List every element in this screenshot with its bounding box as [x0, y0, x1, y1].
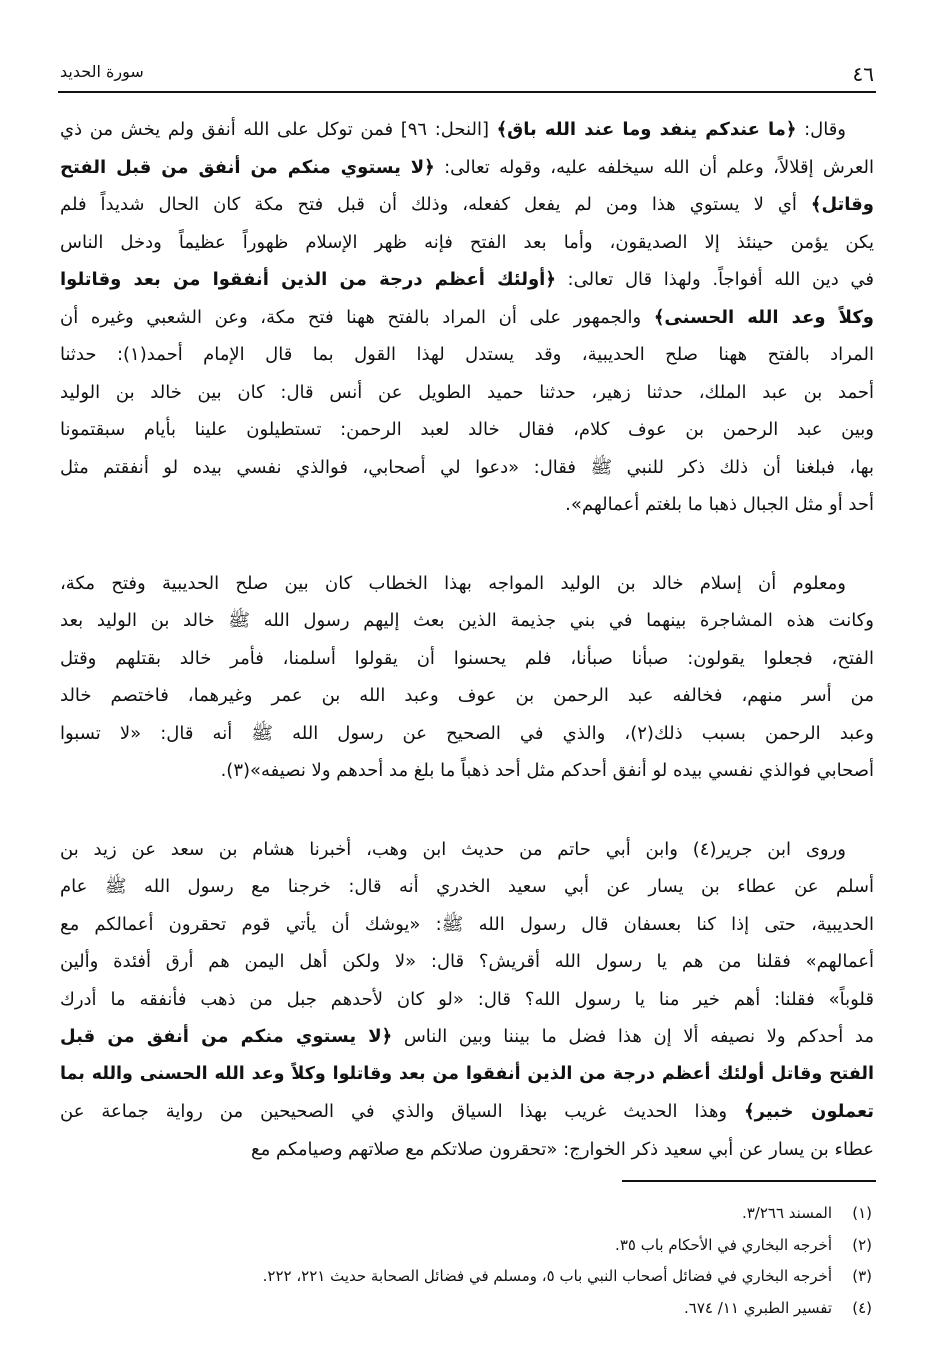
- text-segment: يكن يؤمن حينئذ إلا الصديقون، وأما بعد الفتح فإنه ظهر الإسلام ظهوراً عظيماً ودخل الناس: [60, 231, 874, 253]
- text-line: [60, 831, 874, 869]
- text-segment: وبين عبد الرحمن بن عوف كلام، فقال خالد لعبد الرحمن: تستطيلون علينا بأيام سبقتمونا: [60, 419, 874, 440]
- text-line: [60, 299, 874, 337]
- quran-quote: ﴿ما عندكم ينفد وما عند الله باق﴾: [496, 119, 797, 140]
- footnote-text: تفسير الطبري ١١/ ٦٧٤.: [684, 1298, 832, 1317]
- text-line: [60, 715, 874, 753]
- text-segment: قلوباً» فقلنا: أهم خير منا يا رسول الله؟ قال: «لو كان لأحدهم جبل من ذهب فأنفقه ما أدرك: [60, 988, 874, 1010]
- text-segment: أحد أو مثل الجبال ذهبا ما بلغتم أعمالهم».: [565, 494, 874, 515]
- text-segment: المراد بالفتح ههنا صلح الحديبية، وقد يستدل لهذا القول بما قال الإمام أحمد(١): حدثنا: [60, 344, 874, 365]
- text-line: [60, 906, 874, 944]
- page-number: ٤٦: [852, 62, 874, 86]
- footnote: [60, 1293, 872, 1325]
- text-segment: وكانت هذه المشاجرة بينهما في بني جذيمة الذين بعث إليهم رسول الله ﷺ خالد بن الوليد بعد: [60, 610, 874, 631]
- text-segment: مد أحدكم ولا نصيفه ألا إن هذا فضل ما بيننا وبين الناس: [392, 1026, 874, 1047]
- text-line: [60, 374, 874, 412]
- paragraph: [60, 831, 874, 1169]
- text-segment: أعمالهم» فقلنا من هم يا رسول الله أقريش؟ قال: «لا ولكن أهل اليمن هم أرق أفئدة وألين: [60, 951, 874, 972]
- footnotes: [60, 1198, 872, 1324]
- text-line: [60, 486, 874, 524]
- quran-quote: ﴿أولئك أعظم درجة من الذين أنفقوا من بعد وقاتلوا: [60, 269, 556, 290]
- text-segment: أي لا يستوي هذا ومن لم يفعل كفعله، وذلك أن قبل فتح مكة كان الحال شديداً فلم: [60, 194, 811, 215]
- text-segment: عطاء بن يسار عن أبي سعيد ذكر الخوارج: «تحقرون صلاتكم مع صلاتهم وصيامكم مع: [251, 1138, 874, 1160]
- text-line: [60, 1056, 874, 1094]
- footnote-number: (١): [852, 1204, 872, 1222]
- footnote: [60, 1261, 872, 1293]
- text-segment: وقال:: [796, 119, 846, 140]
- text-line: [60, 1131, 874, 1169]
- text-line: [60, 1093, 874, 1131]
- text-segment: الفتح، فجعلوا يقولون: صبأنا صبأنا، فلم يحسنوا أن يقولوا أسلمنا، فأمر خالد بقتلهم وقتل: [60, 647, 874, 669]
- text-segment: من أسر منهم، فخالفه عبد الرحمن بن عوف وعبد الله بن عمر وغيرهما، فاختصم خالد: [60, 685, 874, 706]
- footnote-number: (٤): [852, 1298, 872, 1317]
- text-line: [60, 149, 874, 187]
- text-segment: وهذا الحديث غريب بهذا السياق والذي في الصحيحين من رواية جماعة عن: [60, 1101, 745, 1122]
- paragraph: [60, 565, 874, 790]
- text-line: [60, 111, 874, 149]
- footnote-number: (٢): [852, 1235, 872, 1254]
- text-line: [60, 449, 874, 487]
- running-header-title: سورة الحديد: [60, 62, 144, 81]
- text-segment: أسلم عن عطاء بن يسار عن أبي سعيد الخدري أنه قال: خرجنا مع رسول الله ﷺ عام: [60, 876, 874, 897]
- quran-quote: تعملون خبير﴾: [744, 1101, 874, 1122]
- footnote-text: أخرجه البخاري في فضائل أصحاب النبي باب ٥، ومسلم في فضائل الصحابة حديث ٢٢١، ٢٢٢.: [262, 1267, 832, 1285]
- text-line: [60, 186, 874, 224]
- text-line: [60, 411, 874, 449]
- text-line: [60, 981, 874, 1019]
- text-segment: أصحابي فوالذي نفسي بيده لو أنفق أحدكم مثل أحد ذهباً ما بلغ مد أحدهم ولا نصيفه»(٣).: [220, 760, 874, 781]
- text-segment: وروى ابن جرير(٤) وابن أبي حاتم من حديث ابن وهب، أخبرنا هشام بن سعد عن زيد بن: [60, 838, 846, 860]
- text-segment: الحديبية، حتى إذا كنا بعسفان قال رسول الله ﷺ: «يوشك أن يأتي قوم تحقرون أعمالكم مع: [60, 913, 874, 935]
- header-divider: [58, 91, 876, 93]
- text-segment: بها، فبلغنا أن ذلك ذكر للنبي ﷺ فقال: «دعوا لي أصحابي، فوالذي نفسي بيده لو أنفقتم مثل: [60, 456, 874, 478]
- text-line: [60, 943, 874, 981]
- footnote-divider: [622, 1180, 876, 1182]
- main-text: [60, 111, 874, 1209]
- quran-quote: الفتح وقاتل أولئك أعظم درجة من الذين أنفقوا من بعد وقاتلوا وكلاً وعد الله الحسنى والله بما: [60, 1063, 874, 1084]
- text-segment: ومعلوم أن إسلام خالد بن الوليد المواجه بهذا الخطاب كان بين صلح الحديبية وفتح مكة،: [60, 572, 846, 594]
- text-line: [60, 336, 874, 374]
- quran-quote: ﴿لا يستوي منكم من أنفق من قبل الفتح: [60, 156, 435, 178]
- text-line: [60, 261, 874, 299]
- paragraph: [60, 111, 874, 524]
- footnote-text: المسند ٣/٢٦٦.: [741, 1204, 832, 1222]
- footnote: [60, 1230, 872, 1262]
- text-line: [60, 752, 874, 790]
- text-line: [60, 640, 874, 678]
- text-line: [60, 1018, 874, 1056]
- text-segment: والجمهور على أن المراد بالفتح ههنا فتح مكة، وعن الشعبي وغيره أن: [60, 306, 654, 328]
- text-segment: أحمد بن عبد الملك، حدثنا زهير، حدثنا حميد الطويل عن أنس قال: كان بين خالد بن الوليد: [60, 381, 874, 403]
- quran-quote: ﴿لا يستوي منكم من أنفق من قبل: [60, 1026, 393, 1047]
- text-line: [60, 868, 874, 906]
- footnote: [60, 1198, 872, 1230]
- text-segment: في دين الله أفواجاً. ولهذا قال تعالى:: [555, 269, 874, 290]
- text-segment: العرش إقلالاً، وعلم أن الله سيخلفه عليه، وقوله تعالى:: [434, 156, 875, 178]
- footnote-number: (٣): [852, 1267, 872, 1285]
- text-segment: وعبد الرحمن بسبب ذلك(٢)، والذي في الصحيح عن رسول الله ﷺ أنه قال: «لا تسبوا: [60, 722, 875, 744]
- footnote-text: أخرجه البخاري في الأحكام باب ٣٥.: [615, 1235, 832, 1254]
- quran-quote: وكلاً وعد الله الحسنى﴾: [653, 306, 874, 328]
- text-line: [60, 565, 874, 603]
- text-segment: [النحل: ٩٦] فمن توكل على الله أنفق ولم يخش من ذي: [60, 119, 497, 140]
- quran-quote: وقاتل﴾: [810, 194, 874, 215]
- text-line: [60, 602, 874, 640]
- text-line: [60, 677, 874, 715]
- text-line: [60, 224, 874, 262]
